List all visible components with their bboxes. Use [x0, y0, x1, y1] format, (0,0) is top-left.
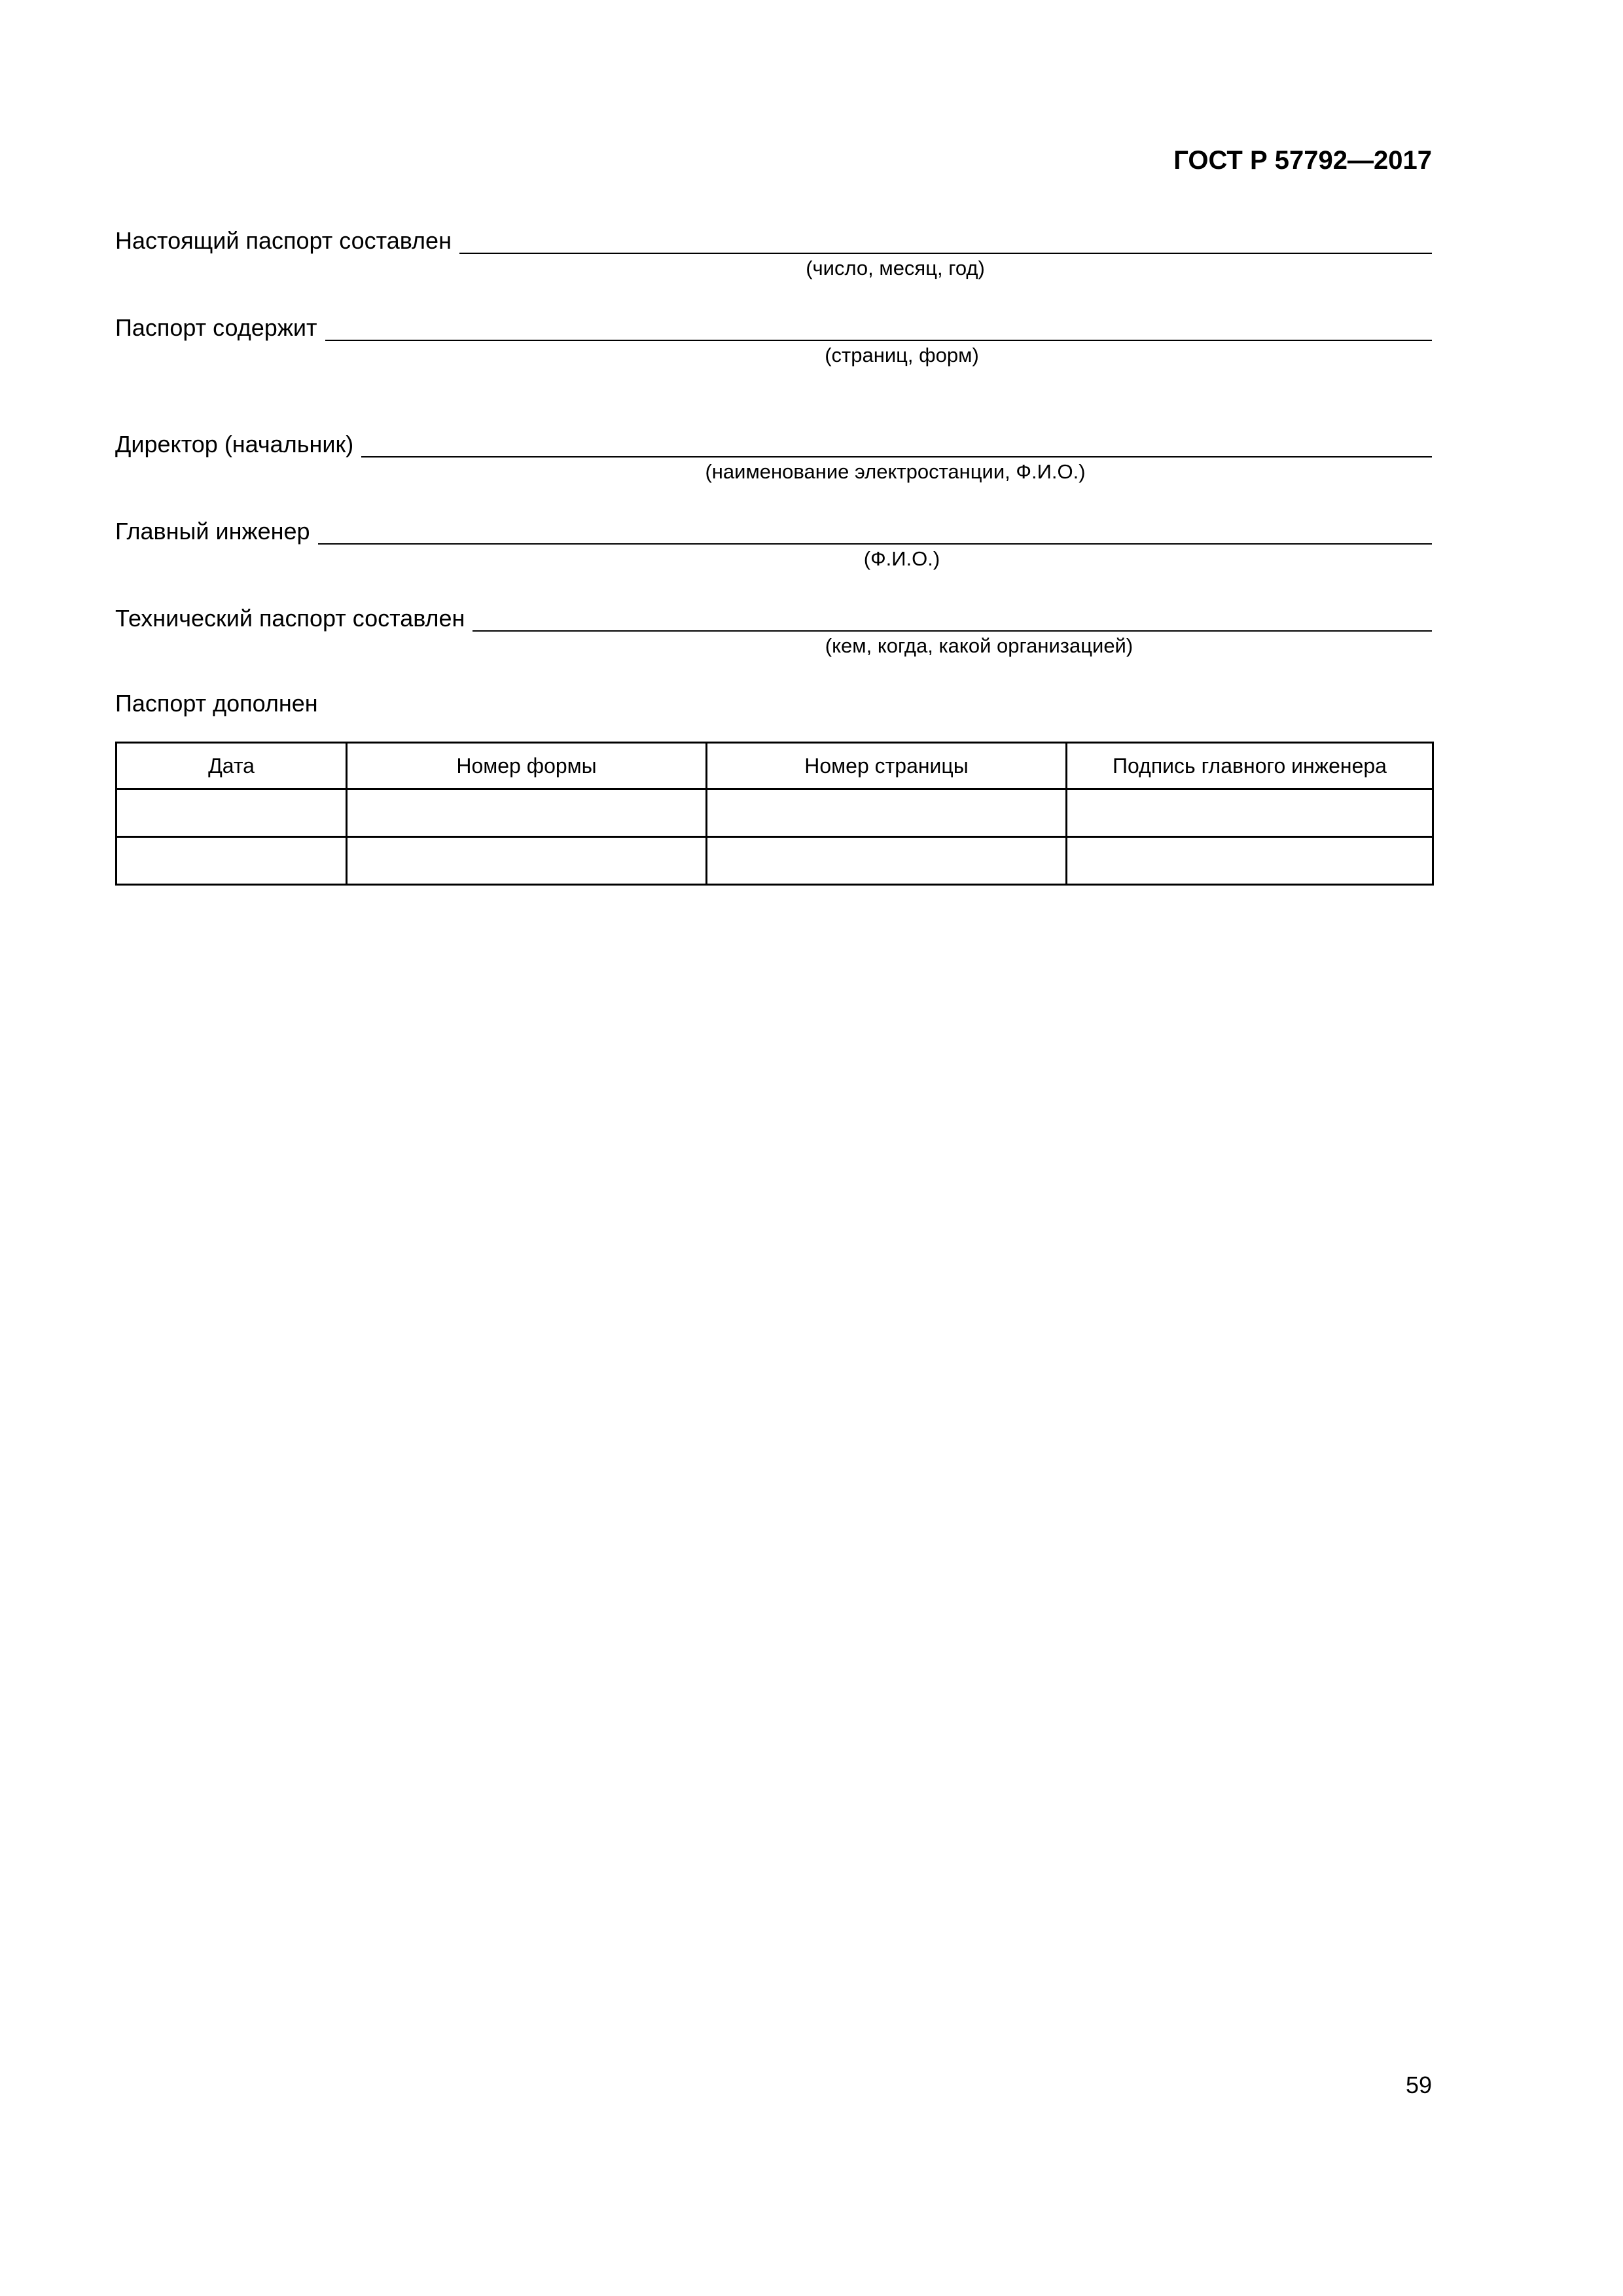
table-cell[interactable] [707, 837, 1067, 885]
table-header-row [116, 743, 1433, 789]
field-technical-passport-compiled [115, 604, 1432, 632]
fill-in-line[interactable] [325, 339, 1433, 341]
field-passport-compiled-date [115, 226, 1432, 254]
table-cell[interactable] [707, 789, 1067, 837]
table-cell[interactable] [1067, 789, 1433, 837]
amendments-table [115, 742, 1434, 886]
field-label: Директор (начальник) [115, 431, 354, 457]
field-hint: (кем, когда, какой организацией) [825, 634, 1133, 657]
field-label: Технический паспорт составлен [115, 605, 465, 632]
table-cell[interactable] [116, 789, 347, 837]
table-cell[interactable] [1067, 837, 1433, 885]
field-hint: (страниц, форм) [825, 344, 979, 367]
field-chief-engineer [115, 517, 1432, 545]
column-header-page-number: Номер страницы [707, 743, 1067, 789]
field-director [115, 430, 1432, 457]
table-cell[interactable] [347, 789, 707, 837]
column-header-date: Дата [116, 743, 347, 789]
fill-in-line[interactable] [459, 252, 1432, 254]
table-row [116, 837, 1433, 885]
table-row [116, 789, 1433, 837]
field-hint: (число, месяц, год) [806, 257, 985, 279]
document-code: ГОСТ Р 57792—2017 [1173, 146, 1432, 175]
fill-in-line[interactable] [361, 456, 1432, 457]
fill-in-line[interactable] [318, 543, 1432, 545]
table-cell[interactable] [347, 837, 707, 885]
column-header-signature: Подпись главного инженера [1067, 743, 1433, 789]
field-passport-contains [115, 314, 1432, 341]
field-label: Главный инженер [115, 518, 310, 545]
page-number: 59 [1405, 2072, 1432, 2098]
field-label: Настоящий паспорт составлен [115, 227, 452, 254]
column-header-form-number: Номер формы [347, 743, 707, 789]
table-cell[interactable] [116, 837, 347, 885]
field-label: Паспорт содержит [115, 314, 317, 341]
field-hint: (наименование электростанции, Ф.И.О.) [705, 460, 1086, 483]
field-hint: (Ф.И.О.) [863, 547, 940, 570]
amendments-title: Паспорт дополнен [115, 690, 318, 717]
fill-in-line[interactable] [473, 630, 1432, 632]
